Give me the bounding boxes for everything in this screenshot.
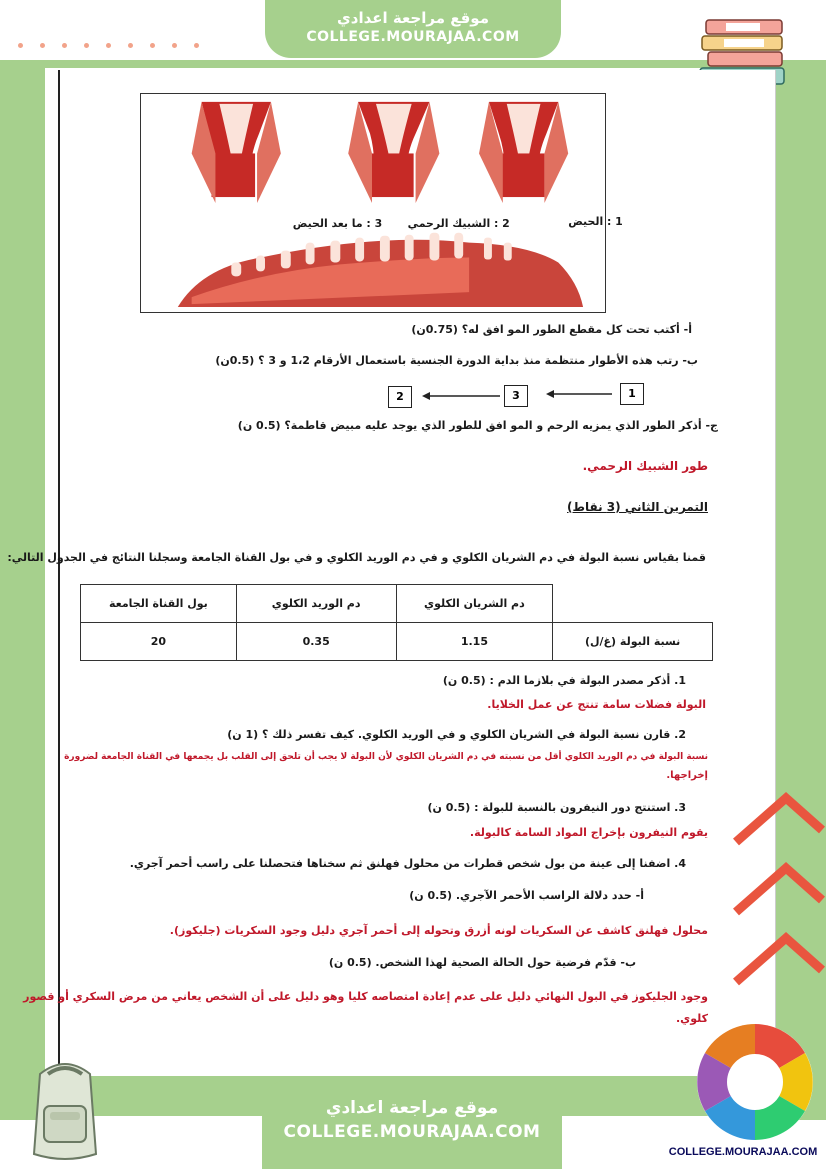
ex2-question-3: 3. استنتج دور النيفرون بالنسبة للبولة : (0.5 ن) bbox=[427, 801, 686, 814]
ex2-intro: قمنا بقياس نسبة البولة في دم الشريان الكلوي و في دم الوريد الكلوي و في بول القناة الجامعة وسجلنا النتائج في الجدول التالي: bbox=[7, 551, 706, 564]
ex2-title: التمرين الثاني (3 نقاط) bbox=[567, 500, 708, 514]
ex2-question-1: 1. أذكر مصدر البولة في بلازما الدم : (0.5 ن) bbox=[442, 674, 686, 687]
ex1-question-a: أ- أكتب تحت كل مقطع الطور المو افق له؟ (0.75ن) bbox=[411, 323, 692, 336]
ex2-answer-4a: محلول فهلنق كاشف عن السكريات لونه أزرق وتحوله إلى أحمر آجري دليل وجود السكريات (جليكوز). bbox=[169, 924, 708, 937]
ex2-answer-2-line1: نسبة البولة في دم الوريد الكلوي أقل من نسبته في دم الشريان الكلوي لأن البولة لا يجب أن تلحق إلى القلب بل يجمعها في القناة الجامعة لضرورة bbox=[64, 752, 708, 762]
ex2-answer-4b-line2: كلوي. bbox=[675, 1012, 708, 1025]
figure-label-2: 2 : الشبيك الرحمي bbox=[407, 216, 510, 230]
ex2-question-4: 4. اضفنا إلى عينة من بول شخص قطرات من محلول فهلنق ثم سخناها فتحصلنا على راسب أحمر آجري. bbox=[129, 857, 686, 870]
table-cell-artery: 1.15 bbox=[396, 623, 553, 661]
site-name-bottom: موقع مراجعة اعدادي bbox=[325, 1098, 499, 1118]
table-header-duct: بول القناة الجامعة bbox=[81, 585, 237, 623]
order-arrows-icon bbox=[420, 388, 620, 402]
ex2-answer-1: البولة فضلات سامة تنتج عن عمل الخلايا. bbox=[487, 698, 706, 711]
order-box-third: 2 bbox=[388, 386, 412, 408]
decor-dots bbox=[18, 40, 218, 52]
table-row-label: نسبة البولة (غ/ل) bbox=[553, 623, 713, 661]
table-corner bbox=[553, 585, 713, 623]
table-header-vein: دم الوريد الكلوي bbox=[236, 585, 396, 623]
uterus-cycle-figure bbox=[140, 93, 623, 313]
top-banner bbox=[265, 0, 561, 58]
ex2-answer-2-line2: إخراجها. bbox=[666, 770, 708, 781]
bottom-banner bbox=[262, 1080, 562, 1169]
frame-top bbox=[45, 60, 776, 68]
site-url-top[interactable]: COLLEGE.MOURAJAA.COM bbox=[306, 29, 520, 45]
order-box-first: 1 bbox=[620, 383, 644, 405]
wheel-site-url[interactable]: COLLEGE.MOURAJAA.COM bbox=[668, 1146, 818, 1158]
figure-label-1: 1 : الحيض bbox=[568, 214, 623, 228]
figure-label-3: 3 : ما بعد الحيض bbox=[292, 216, 383, 230]
ex2-question-4a: أ- حدد دلالة الراسب الأحمر الآجري. (0.5 ن) bbox=[409, 889, 644, 902]
ex2-answer-4b-line1: وجود الجليكوز في البول النهائي دليل على عدم إعادة امتصاصه كليا وهو دليل على أن الشخص يعاني من مرض السكري أو قصور bbox=[23, 990, 708, 1003]
table-cell-duct: 20 bbox=[81, 623, 237, 661]
table-header-artery: دم الشريان الكلوي bbox=[396, 585, 553, 623]
site-name-top: موقع مراجعة اعدادي bbox=[337, 9, 489, 27]
backpack-icon bbox=[10, 1054, 120, 1164]
table-cell-vein: 0.35 bbox=[236, 623, 396, 661]
science-wheel-logo-icon bbox=[695, 1022, 815, 1142]
order-box-second: 3 bbox=[504, 385, 528, 407]
ex2-answer-3: يقوم النيفرون بإخراج المواد السامة كالبولة. bbox=[469, 826, 708, 839]
chevron-decor-icon bbox=[730, 790, 822, 1040]
urea-results-table bbox=[80, 584, 713, 661]
ex2-question-4b: ب- قدّم فرضية حول الحالة الصحية لهذا الشخص. (0.5 ن) bbox=[328, 956, 636, 969]
ex2-question-2: 2. قارن نسبة البولة في الشريان الكلوي و في الوريد الكلوي. كيف تفسر ذلك ؟ (1 ن) bbox=[227, 728, 686, 741]
frame-left bbox=[0, 60, 45, 1120]
ex1-question-b: ب- رتب هذه الأطوار منتظمة منذ بداية الدورة الجنسية باستعمال الأرقام 1،2 و 3 ؟ (0.5ن) bbox=[215, 354, 698, 367]
ex1-answer-c: طور الشبيك الرحمي. bbox=[582, 459, 708, 473]
ex1-question-c: ج- أذكر الطور الذي يمزيه الرحم و المو افق للطور الذي يوجد عليه مبيض قاطمة؟ (0.5 ن) bbox=[237, 419, 718, 432]
site-url-bottom[interactable]: COLLEGE.MOURAJAA.COM bbox=[283, 1122, 541, 1142]
